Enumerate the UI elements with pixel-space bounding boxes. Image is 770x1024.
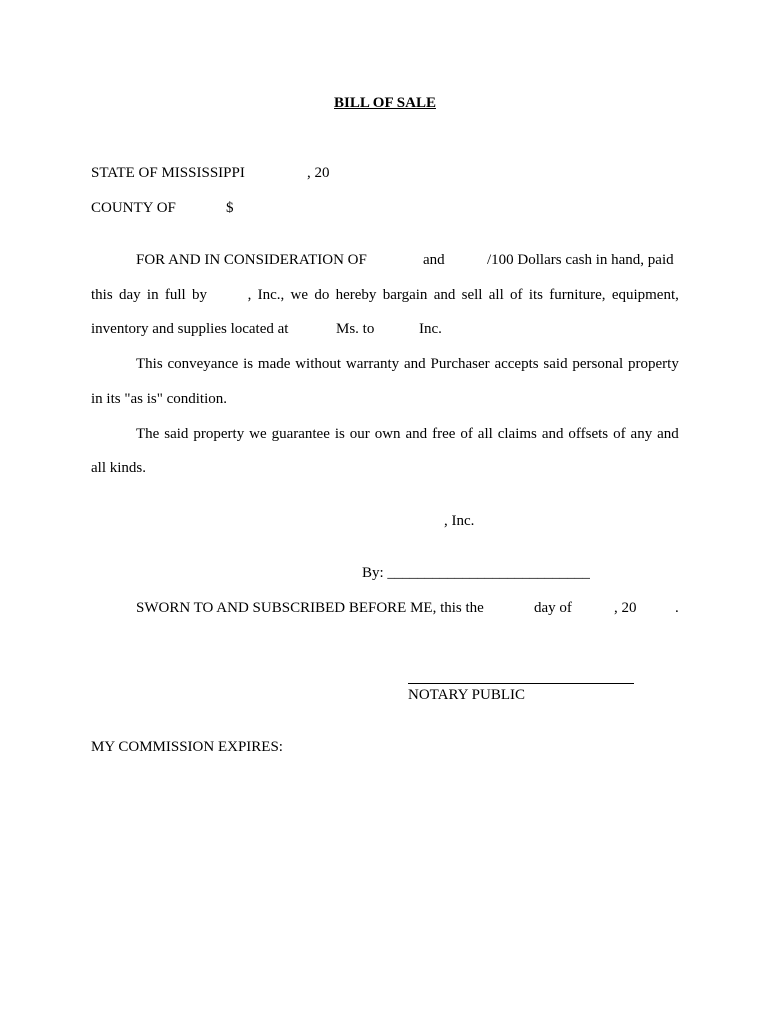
para1-line3-b: Ms. to	[336, 321, 375, 337]
word: This	[136, 356, 163, 372]
word: and	[404, 356, 426, 372]
word: and	[405, 426, 428, 442]
sworn-text-a: SWORN TO AND SUBSCRIBED BEFORE ME, this the	[136, 600, 484, 616]
word: and	[541, 426, 564, 442]
word: furniture,	[549, 287, 606, 303]
county-symbol: $	[226, 200, 234, 216]
notary-signature-rule	[408, 683, 634, 684]
document-title: BILL OF SALE	[334, 95, 436, 111]
state-date-suffix: , 20	[307, 165, 330, 181]
word: we	[249, 426, 267, 442]
word: made	[257, 356, 291, 372]
company-suffix: , Inc.	[444, 513, 475, 529]
word: of	[510, 287, 523, 303]
word: property	[628, 356, 679, 372]
word: sell	[461, 287, 483, 303]
word: said	[543, 356, 568, 372]
notary-public-label: NOTARY PUBLIC	[408, 687, 526, 703]
word: and	[433, 287, 456, 303]
word: warranty	[345, 356, 400, 372]
word: and	[657, 426, 679, 442]
word: claims	[497, 426, 537, 442]
word: own	[374, 426, 401, 442]
word: bargain	[382, 287, 428, 303]
word: offsets	[568, 426, 609, 442]
para1-line3-a: inventory and supplies located at	[91, 321, 289, 337]
state-label: STATE OF MISSISSIPPI	[91, 165, 245, 181]
word: full	[164, 287, 186, 303]
word: conveyance	[167, 356, 239, 372]
commission-expires-label: MY COMMISSION EXPIRES:	[91, 739, 283, 755]
para1-line1-b: and	[423, 252, 445, 268]
word: day	[118, 287, 141, 303]
word: all	[488, 287, 504, 303]
sworn-text-d: .	[675, 600, 679, 616]
word: is	[243, 356, 254, 372]
word: without	[295, 356, 342, 372]
word: guarantee	[271, 426, 330, 442]
para1-line2	[91, 286, 679, 304]
blank-gap	[213, 286, 241, 304]
word: is	[334, 426, 345, 442]
word: its	[528, 287, 544, 303]
para2-line1	[136, 355, 679, 373]
para1-line1-c: /100 Dollars cash in hand, paid	[487, 252, 674, 268]
word: this	[91, 287, 113, 303]
para2-line2: in its "as is" condition.	[91, 391, 227, 407]
para1-line1-a: FOR AND IN CONSIDERATION OF	[136, 252, 367, 268]
word: accepts	[494, 356, 539, 372]
word: in	[146, 287, 159, 303]
para3-line2: all kinds.	[91, 460, 146, 476]
word: of	[613, 426, 626, 442]
county-label: COUNTY OF	[91, 200, 176, 216]
word: by	[192, 287, 207, 303]
word: ,	[247, 287, 252, 303]
word: do	[314, 287, 330, 303]
word: of	[460, 426, 473, 442]
word: said	[164, 426, 189, 442]
word: personal	[572, 356, 624, 372]
word: property	[193, 426, 245, 442]
word: Purchaser	[430, 356, 490, 372]
para3-line1	[136, 425, 679, 443]
word: any	[630, 426, 653, 442]
sworn-text-b: day of	[534, 600, 572, 616]
word: our	[349, 426, 370, 442]
word: hereby	[335, 287, 377, 303]
word: free	[432, 426, 456, 442]
by-signature-line: By: ___________________________	[362, 565, 590, 581]
word: equipment,	[611, 287, 679, 303]
word: Inc.,	[257, 287, 285, 303]
para1-line3-c: Inc.	[419, 321, 442, 337]
sworn-text-c: , 20	[614, 600, 637, 616]
word: The	[136, 426, 160, 442]
word: all	[477, 426, 493, 442]
word: we	[290, 287, 309, 303]
